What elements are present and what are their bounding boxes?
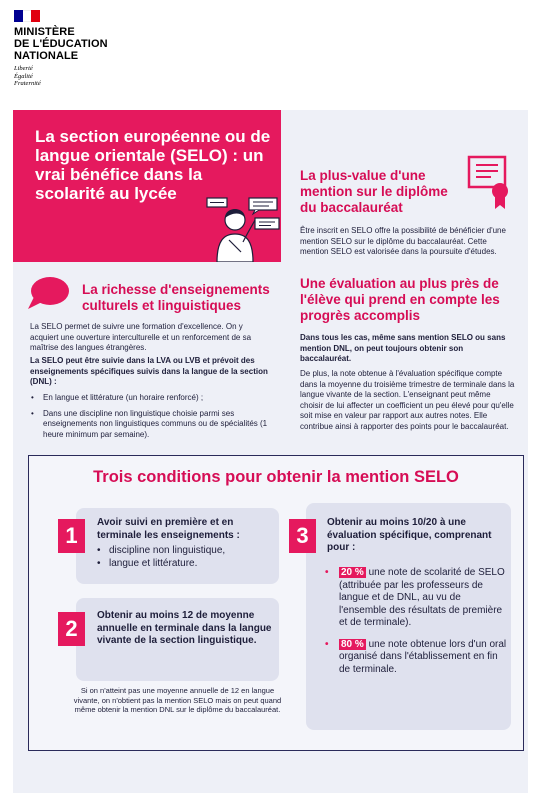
condition-number-1: 1 — [58, 519, 85, 553]
condition-2-title: Obtenir au moins 12 de moyenne annuelle en terminale dans la langue vivante de la section linguistique. — [97, 610, 272, 646]
richesse-intro: La SELO permet de suivre une formation d'excellence. On y acquiert une ouverture interculturelle et un renforcement de sa maîtrise des langues étrangères. — [30, 322, 252, 352]
condition-1-title: Avoir suivi en première et en terminale les enseignements : — [97, 517, 240, 541]
conditions-title: Trois conditions pour obtenir la mention SELO — [93, 468, 459, 486]
plusvalue-title: La plus-value d'une mention sur le diplôme du baccalauréat — [300, 168, 448, 215]
evaluation-bold-text: Dans tous les cas, même sans mention SELO ou sans mention DNL, on peut toujours obtenir son baccalauréat. — [300, 333, 506, 363]
plusvalue-text: Être inscrit en SELO offre la possibilité de bénéficier d'une mention SELO sur le diplôme du baccalauréat. Cette mention SELO est valorisée dans la poursuite d'études. — [300, 226, 506, 256]
list-item: • discipline non linguistique, — [97, 545, 269, 558]
list-item: • Dans une discipline non linguistique choisie parmi ses enseignements non linguistiques communs ou de spécialités (1 heure minimum par semaine). — [30, 409, 270, 441]
hero-title: La section européenne ou de langue orientale (SELO) : un vrai bénéfice dans la scolarité au lycée — [35, 127, 271, 203]
ministry-logo — [14, 10, 144, 88]
person-speaking-illustration — [203, 190, 283, 262]
richesse-bullets — [30, 393, 270, 445]
list-item: • langue et littérature. — [97, 558, 269, 571]
condition-2-note: Si on n'atteint pas une moyenne annuelle de 12 en langue vivante, on n'obtient pas la mention SELO mais on peut quand même obtenir la mention DNL sur le diplôme du baccalauréat. — [73, 686, 282, 714]
motto: Liberté Égalité Fraternité — [14, 65, 41, 87]
condition-1-list — [97, 545, 269, 570]
richesse-title: La richesse d'enseignements culturels et linguistiques — [82, 282, 270, 313]
condition-3-title: Obtenir au moins 10/20 à une évaluation spécifique, comprenant pour : — [327, 517, 492, 553]
condition-number-2: 2 — [58, 612, 85, 646]
speech-bubble-icon — [26, 275, 70, 311]
percent-badge: 80 % — [341, 638, 364, 650]
list-item: • 20 % une note de scolarité de SELO (attribuée par les professeurs de langue et de DNL, au vu de l'ensemble des résultats de première et de terminale). — [325, 567, 510, 630]
ministry-name: MINISTÈRE DE L'ÉDUCATION NATIONALE — [14, 26, 108, 62]
list-item: • En langue et littérature (un horaire renforcé) ; — [30, 393, 270, 404]
hero-box — [13, 110, 281, 262]
evaluation-title: Une évaluation au plus près de l'élève qui prend en compte les progrès accomplis — [300, 276, 500, 323]
richesse-bold-text: La SELO peut être suivie dans la LVA ou LVB et prévoit des enseignements spécifiques suivis dans la langue de la section (DNL) : — [30, 356, 268, 386]
diploma-icon — [467, 155, 513, 213]
evaluation-text: De plus, la note obtenue à l'évaluation spécifique compte dans la moyenne du troisième trimestre de terminale dans la langue vivante de la section. L'enseignant peut même choisir de lui affecter un coefficient un peu élevé pour qu'elle soit mise en valeur par rapport aux autres notes. Elle contribue ainsi à rapporter des points pour le baccalauréat. — [300, 369, 515, 431]
percent-badge: 20 % — [341, 567, 364, 578]
condition-number-3: 3 — [289, 519, 316, 553]
french-flag-icon — [14, 10, 40, 22]
condition-3-list — [325, 567, 510, 685]
list-item: • 80 % une note obtenue lors d'un oral organisé dans l'établissement en fin de terminale. — [325, 639, 510, 677]
